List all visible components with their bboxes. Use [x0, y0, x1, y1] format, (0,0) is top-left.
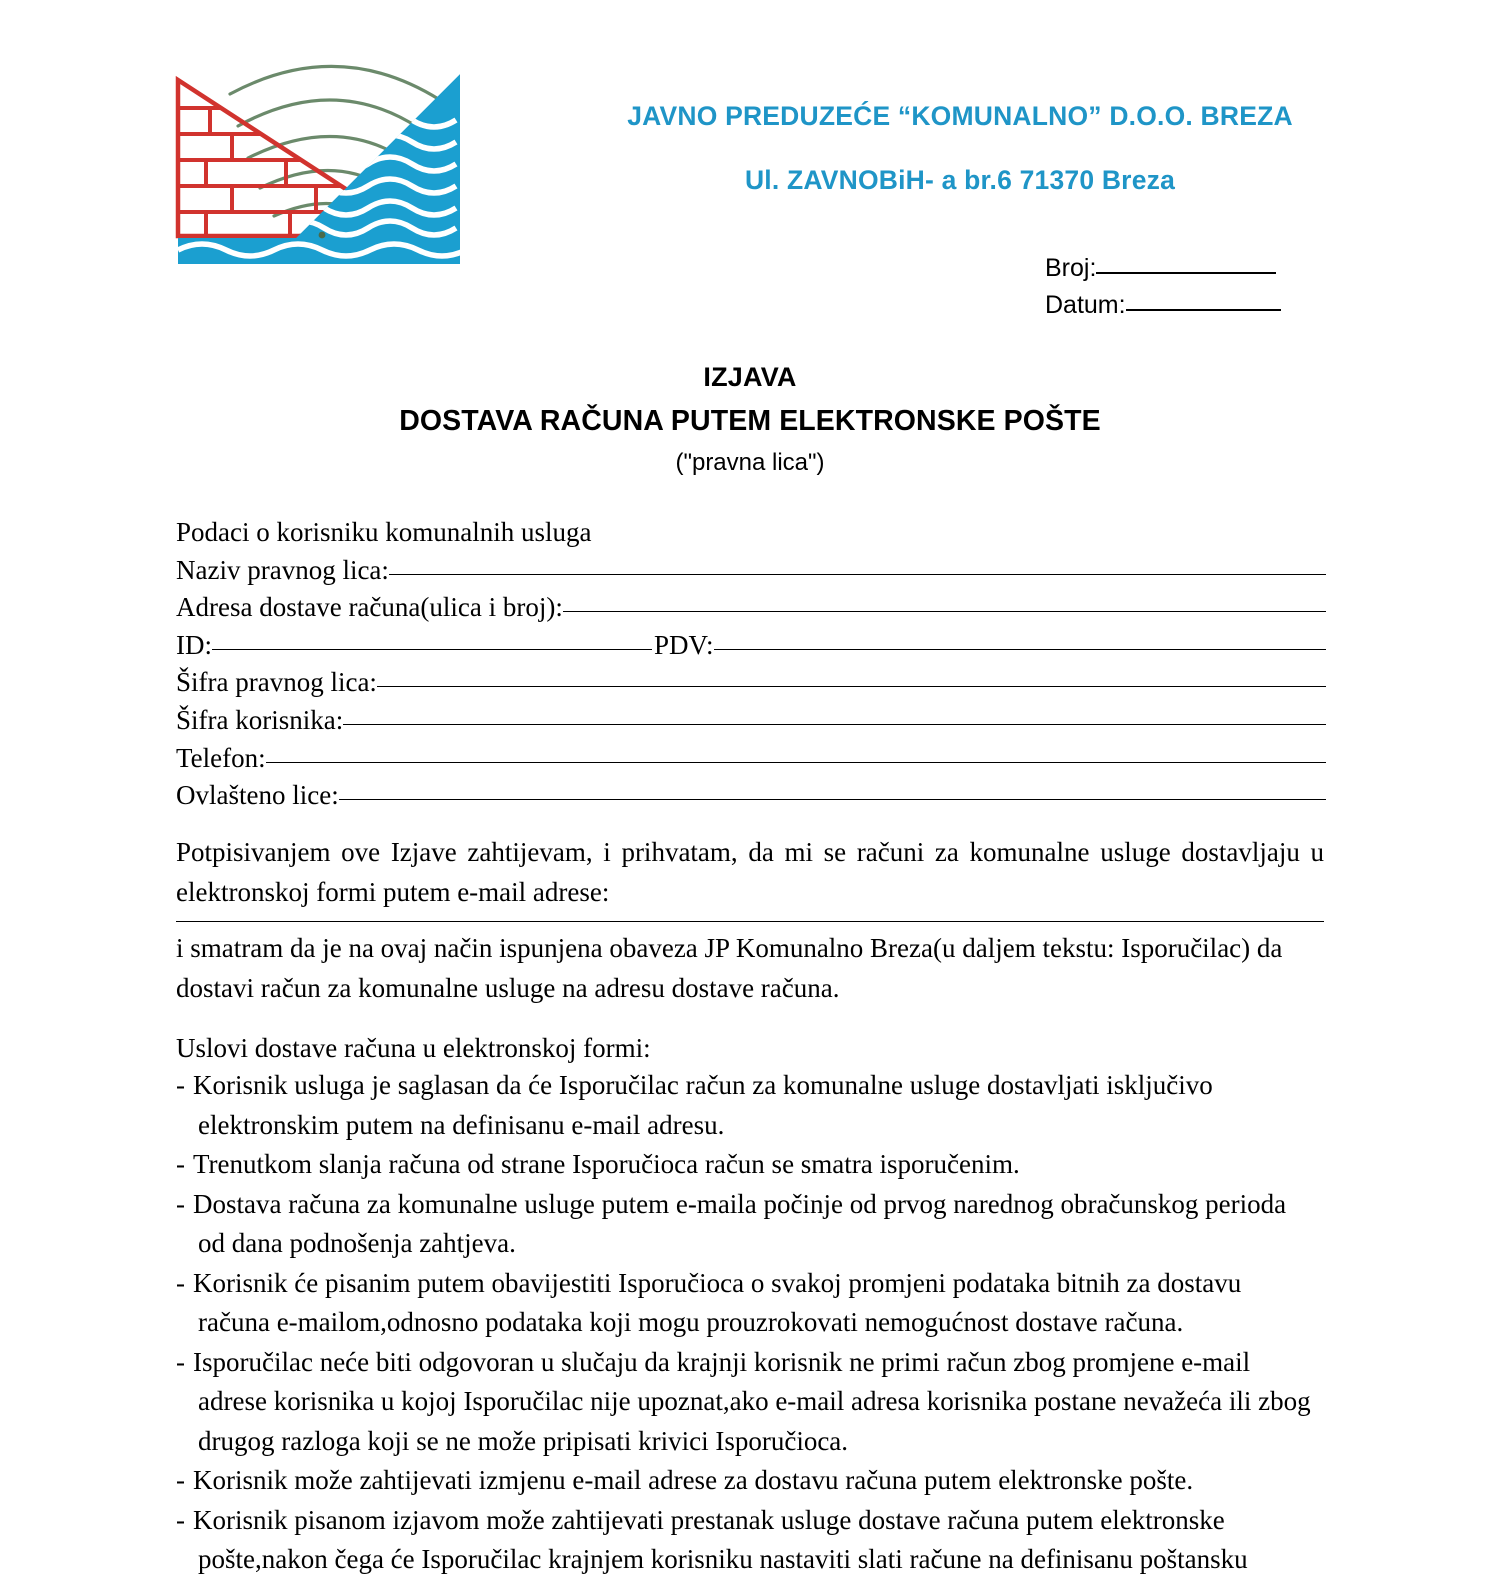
field-label: ID: — [176, 629, 212, 660]
bullet-dash: - — [176, 1504, 185, 1535]
broj-row — [1045, 250, 1281, 287]
list-item-text — [193, 1461, 1336, 1501]
field-label: Adresa dostave računa(ulica i broj): — [176, 592, 563, 623]
field-label: Telefon: — [176, 742, 266, 773]
pdv-label: PDV: — [654, 629, 714, 660]
sifra-korisnika-input[interactable] — [343, 724, 1326, 725]
list-item-text — [193, 1145, 1336, 1185]
list-item-text — [193, 1343, 1336, 1462]
form-section-heading-row — [176, 514, 1326, 552]
origin-dot-icon — [319, 232, 326, 239]
datum-input[interactable] — [1126, 309, 1281, 311]
list-item-line: drugog razloga koji se ne može pripisati krivici Isporučioca. — [198, 1425, 849, 1456]
broj-label: Broj: — [1045, 254, 1097, 282]
page-title: IZJAVA — [703, 362, 797, 392]
bullet-dash: - — [176, 1070, 185, 1100]
list-item-line: Trenutkom slanja računa od strane Isporučioca račun se smatra isporučenim. — [193, 1149, 1020, 1179]
list-item — [176, 1066, 1336, 1145]
statement-continuation-paragraph: i smatram da je na ovaj način ispunjena obaveza JP Komunalno Breza(u daljem tekstu: Isporučilac) da dostavi račun za komunalne usluge na adresu dostave računa. — [176, 933, 1283, 1003]
list-item-text — [193, 1066, 1336, 1145]
field-telefon — [176, 740, 1326, 778]
list-item-line: računa e-mailom,odnosno podataka koji mogu prouzrokovati nemogućnost dostave računa. — [198, 1307, 1184, 1337]
list-item-line: od dana podnošenja zahtjeva. — [198, 1228, 516, 1258]
conditions-list — [176, 1066, 1336, 1580]
list-item — [176, 1185, 1336, 1264]
field-label: Naziv pravnog lica: — [176, 554, 389, 585]
list-item — [176, 1461, 1336, 1501]
list-item-text — [193, 1185, 1336, 1264]
list-item-line: Korisnik može zahtijevati izmjenu e-mail adrese za dostavu računa putem elektronske pošte. — [193, 1465, 1194, 1495]
statement-paragraph: Potpisivanjem ove Izjave zahtijevam, i prihvatam, da mi se računi za komunalne usluge dostavljaju u elektronskoj formi putem e-mail adrese: — [176, 837, 1324, 907]
page-subtitle-note: ("pravna lica") — [675, 449, 825, 476]
document-meta — [1045, 250, 1281, 323]
field-ovlasteno-lice — [176, 777, 1326, 815]
email-address-input[interactable] — [176, 921, 1324, 922]
customer-data-form — [176, 514, 1326, 815]
bullet-dash: - — [176, 1465, 185, 1495]
field-label: Šifra pravnog lica: — [176, 667, 377, 698]
sifra-pravnog-lica-input[interactable] — [377, 686, 1326, 687]
field-id-pdv — [176, 627, 1326, 665]
water-band-icon — [178, 238, 466, 264]
list-item-text — [193, 1264, 1336, 1343]
field-sifra-korisnika — [176, 702, 1326, 740]
list-item — [176, 1264, 1336, 1343]
bullet-dash: - — [176, 1188, 185, 1219]
adresa-dostave-input[interactable] — [563, 611, 1326, 612]
list-item-line: Korisnik će pisanim putem obavijestiti Isporučioca o svakoj promjeni podataka bitnih za dostavu — [193, 1267, 1242, 1298]
field-adresa-dostave — [176, 589, 1326, 627]
list-item-line: Korisnik pisanom izjavom može zahtijevati prestanak usluge dostave računa putem elektronske — [193, 1504, 1225, 1535]
field-sifra-pravnog-lica — [176, 664, 1326, 702]
list-item-line: adrese korisnika u kojoj Isporučilac nije upoznat,ako e-mail adresa korisnika postane nevažeća ili zbog — [198, 1386, 1311, 1416]
list-item-line: elektronskim putem na definisanu e-mail adresu. — [198, 1109, 725, 1140]
telefon-input[interactable] — [266, 762, 1326, 763]
komunalno-logo — [170, 38, 470, 270]
bullet-dash: - — [176, 1346, 185, 1377]
list-item-line: pošte,nakon čega će Isporučilac krajnjem korisniku nastaviti slati račune na definisanu poštansku — [198, 1544, 1248, 1574]
id-input[interactable] — [212, 649, 652, 650]
organization-header — [520, 100, 1400, 196]
field-label: Šifra korisnika: — [176, 704, 344, 735]
form-section-heading: Podaci o korisniku komunalnih usluga — [176, 517, 592, 547]
field-label: Ovlašteno lice: — [176, 780, 339, 811]
list-item — [176, 1501, 1336, 1580]
list-item-line: Dostava računa za komunalne usluge putem e-maila počinje od prvog narednog obračunskog perioda — [193, 1188, 1287, 1219]
list-item — [176, 1343, 1336, 1462]
pdv-input[interactable] — [714, 649, 1326, 650]
field-naziv-pravnog-lica — [176, 552, 1326, 590]
list-item-line: Isporučilac neće biti odgovoran u slučaju da krajnji korisnik ne primi račun zbog promjene e-mail — [193, 1346, 1251, 1377]
conditions-heading: Uslovi dostave računa u elektronskoj formi: — [176, 1033, 651, 1063]
bullet-dash: - — [176, 1149, 185, 1179]
list-item-text — [193, 1501, 1336, 1580]
organization-address: Ul. ZAVNOBiH- a br.6 71370 Breza — [744, 165, 1176, 196]
bullet-dash: - — [176, 1267, 185, 1298]
ovlasteno-lice-input[interactable] — [339, 799, 1326, 800]
list-item — [176, 1145, 1336, 1185]
broj-input[interactable] — [1096, 272, 1276, 274]
datum-row — [1045, 287, 1281, 324]
page-subtitle: DOSTAVA RAČUNA PUTEM ELEKTRONSKE POŠTE — [399, 405, 1101, 437]
organization-name: JAVNO PREDUZEĆE “KOMUNALNO” D.O.O. BREZA — [627, 101, 1293, 131]
datum-label: Datum: — [1045, 290, 1126, 319]
list-item-line: Korisnik usluga je saglasan da će Isporučilac račun za komunalne usluge dostavljati isključivo — [193, 1070, 1213, 1100]
naziv-pravnog-lica-input[interactable] — [389, 574, 1326, 575]
